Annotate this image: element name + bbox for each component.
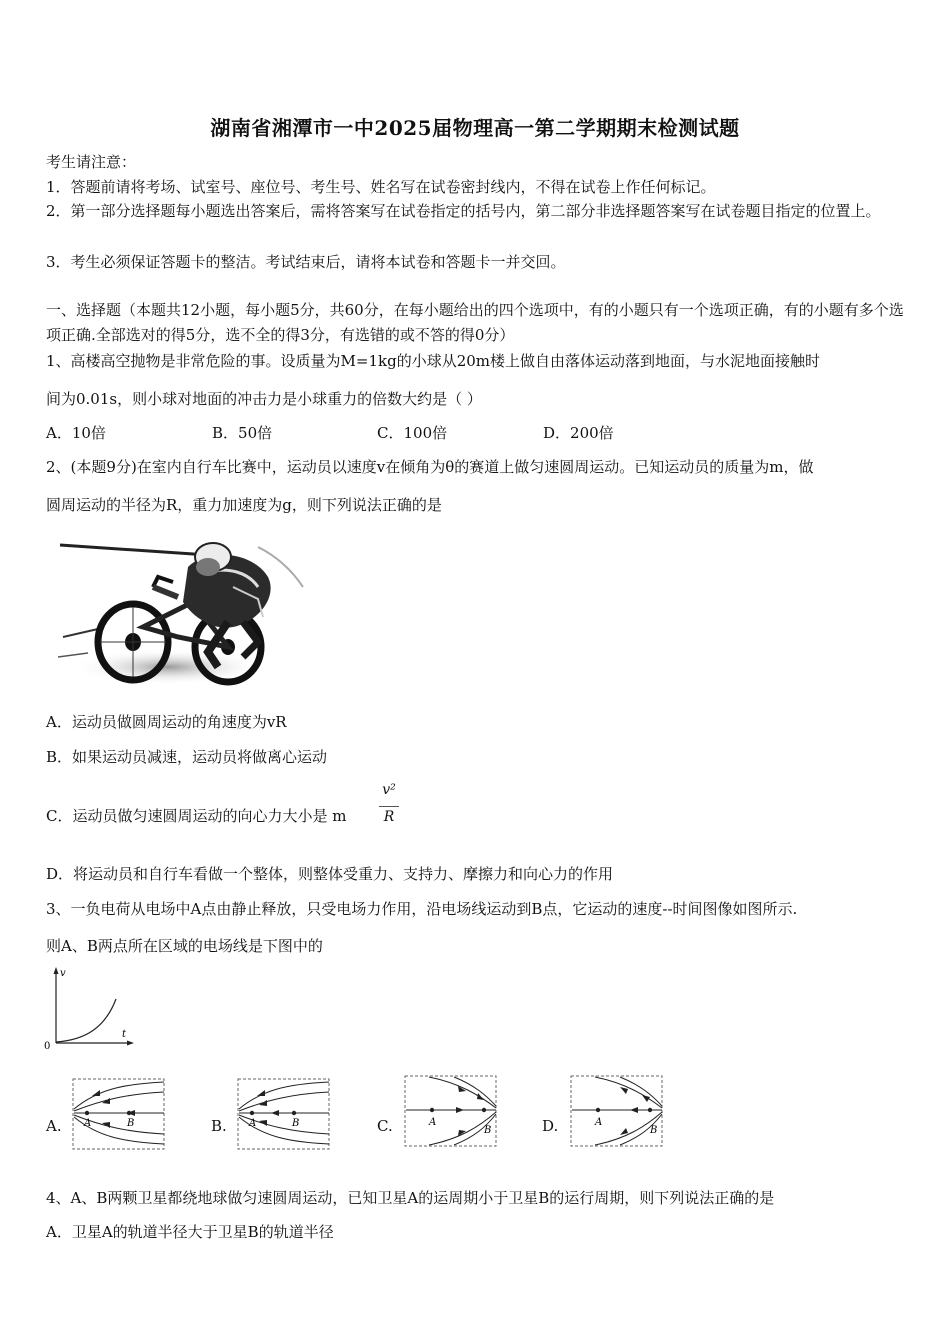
q2-option-d: D．将运动员和自行车看做一个整体，则整体受重力、支持力、摩擦力和向心力的作用 bbox=[46, 865, 614, 883]
q2-option-b: B．如果运动员减速，运动员将做离心运动 bbox=[46, 748, 328, 766]
point-b-label: B bbox=[292, 1118, 300, 1129]
q2-option-c-denominator: R bbox=[383, 809, 395, 825]
notice-item-3: 3．考生必须保证答题卡的整洁。考试结束后，请将本试卷和答题卡一并交回。 bbox=[46, 253, 566, 271]
point-b-label: B bbox=[650, 1125, 658, 1136]
notice-heading: 考生请注意： bbox=[46, 153, 137, 171]
graph-v-label: v bbox=[60, 968, 66, 979]
notice-item-2: 2．第一部分选择题每小题选出答案后，需将答案写在试卷指定的括号内，第二部分非选择题答案写在试卷题目指定的位置上。 bbox=[46, 202, 881, 220]
q2-stem-line2: 圆周运动的半径为R，重力加速度为g，则下列说法正确的是 bbox=[46, 496, 442, 514]
q3-option-b-letter: B. bbox=[211, 1117, 227, 1135]
point-a-label: A bbox=[84, 1118, 92, 1129]
page-title: 湖南省湘潭市一中2025届物理高一第二学期期末检测试题 bbox=[210, 116, 740, 140]
point-b-label: B bbox=[484, 1125, 492, 1136]
q2-option-c-numerator: v² bbox=[382, 782, 396, 798]
q1-stem-line2: 间为0.01s，则小球对地面的冲击力是小球重力的倍数大约是（ ） bbox=[46, 390, 482, 408]
q3-option-a-letter: A. bbox=[46, 1117, 62, 1135]
point-a-label: A bbox=[595, 1117, 603, 1128]
field-diagram-c bbox=[404, 1075, 498, 1149]
q2-option-a: A．运动员做圆周运动的角速度为vR bbox=[46, 713, 287, 731]
q4-stem: 4、A、B两颗卫星都绕地球做匀速圆周运动，已知卫星A的运周期小于卫星B的运行周期，则下列说法正确的是 bbox=[46, 1189, 775, 1207]
point-a-label: A bbox=[429, 1117, 437, 1128]
q1-option-d: D．200倍 bbox=[543, 424, 614, 442]
q3-option-d-letter: D. bbox=[542, 1117, 559, 1135]
section-intro: 一、选择题（本题共12小题，每小题5分，共60分，在每小题给出的四个选项中，有的小题只有一个选项正确，有的小题有多个选项正确.全部选对的得5分，选不全的得3分，有选错的或不答的得0分） bbox=[46, 301, 904, 344]
notice-item-1: 1．答题前请将考场、试室号、座位号、考生号、姓名写在试卷密封线内，不得在试卷上作任何标记。 bbox=[46, 178, 716, 196]
q3-stem-line2: 则A、B两点所在区域的电场线是下图中的 bbox=[46, 937, 323, 955]
cyclist-image bbox=[58, 527, 308, 687]
q1-option-b: B．50倍 bbox=[212, 424, 273, 442]
q2-option-c: C．运动员做匀速圆周运动的向心力大小是 m bbox=[46, 807, 347, 825]
field-diagram-d bbox=[570, 1075, 664, 1149]
graph-t-label: t bbox=[122, 1029, 127, 1040]
q4-option-a: A．卫星A的轨道半径大于卫星B的轨道半径 bbox=[46, 1223, 334, 1241]
q2-stem-line1: 2、(本题9分)在室内自行车比赛中，运动员以速度v在倾角为θ的赛道上做匀速圆周运动。已知运动员的质量为m，做 bbox=[46, 458, 814, 476]
field-diagram-b bbox=[237, 1078, 331, 1152]
q1-option-a: A．10倍 bbox=[46, 424, 106, 442]
velocity-time-graph bbox=[40, 963, 140, 1055]
point-a-label: A bbox=[249, 1118, 257, 1129]
field-diagram-a bbox=[72, 1078, 166, 1152]
q3-option-c-letter: C. bbox=[377, 1117, 393, 1135]
q1-stem-line1: 1、高楼高空抛物是非常危险的事。设质量为M=1kg的小球从20m楼上做自由落体运动落到地面，与水泥地面接触时 bbox=[46, 352, 821, 370]
point-b-label: B bbox=[127, 1118, 135, 1129]
graph-origin-label: 0 bbox=[44, 1041, 51, 1052]
fraction-bar bbox=[379, 806, 399, 807]
q1-option-c: C．100倍 bbox=[377, 424, 448, 442]
q3-stem-line1: 3、一负电荷从电场中A点由静止释放，只受电场力作用，沿电场线运动到B点，它运动的速度--时间图像如图所示. bbox=[46, 900, 798, 918]
